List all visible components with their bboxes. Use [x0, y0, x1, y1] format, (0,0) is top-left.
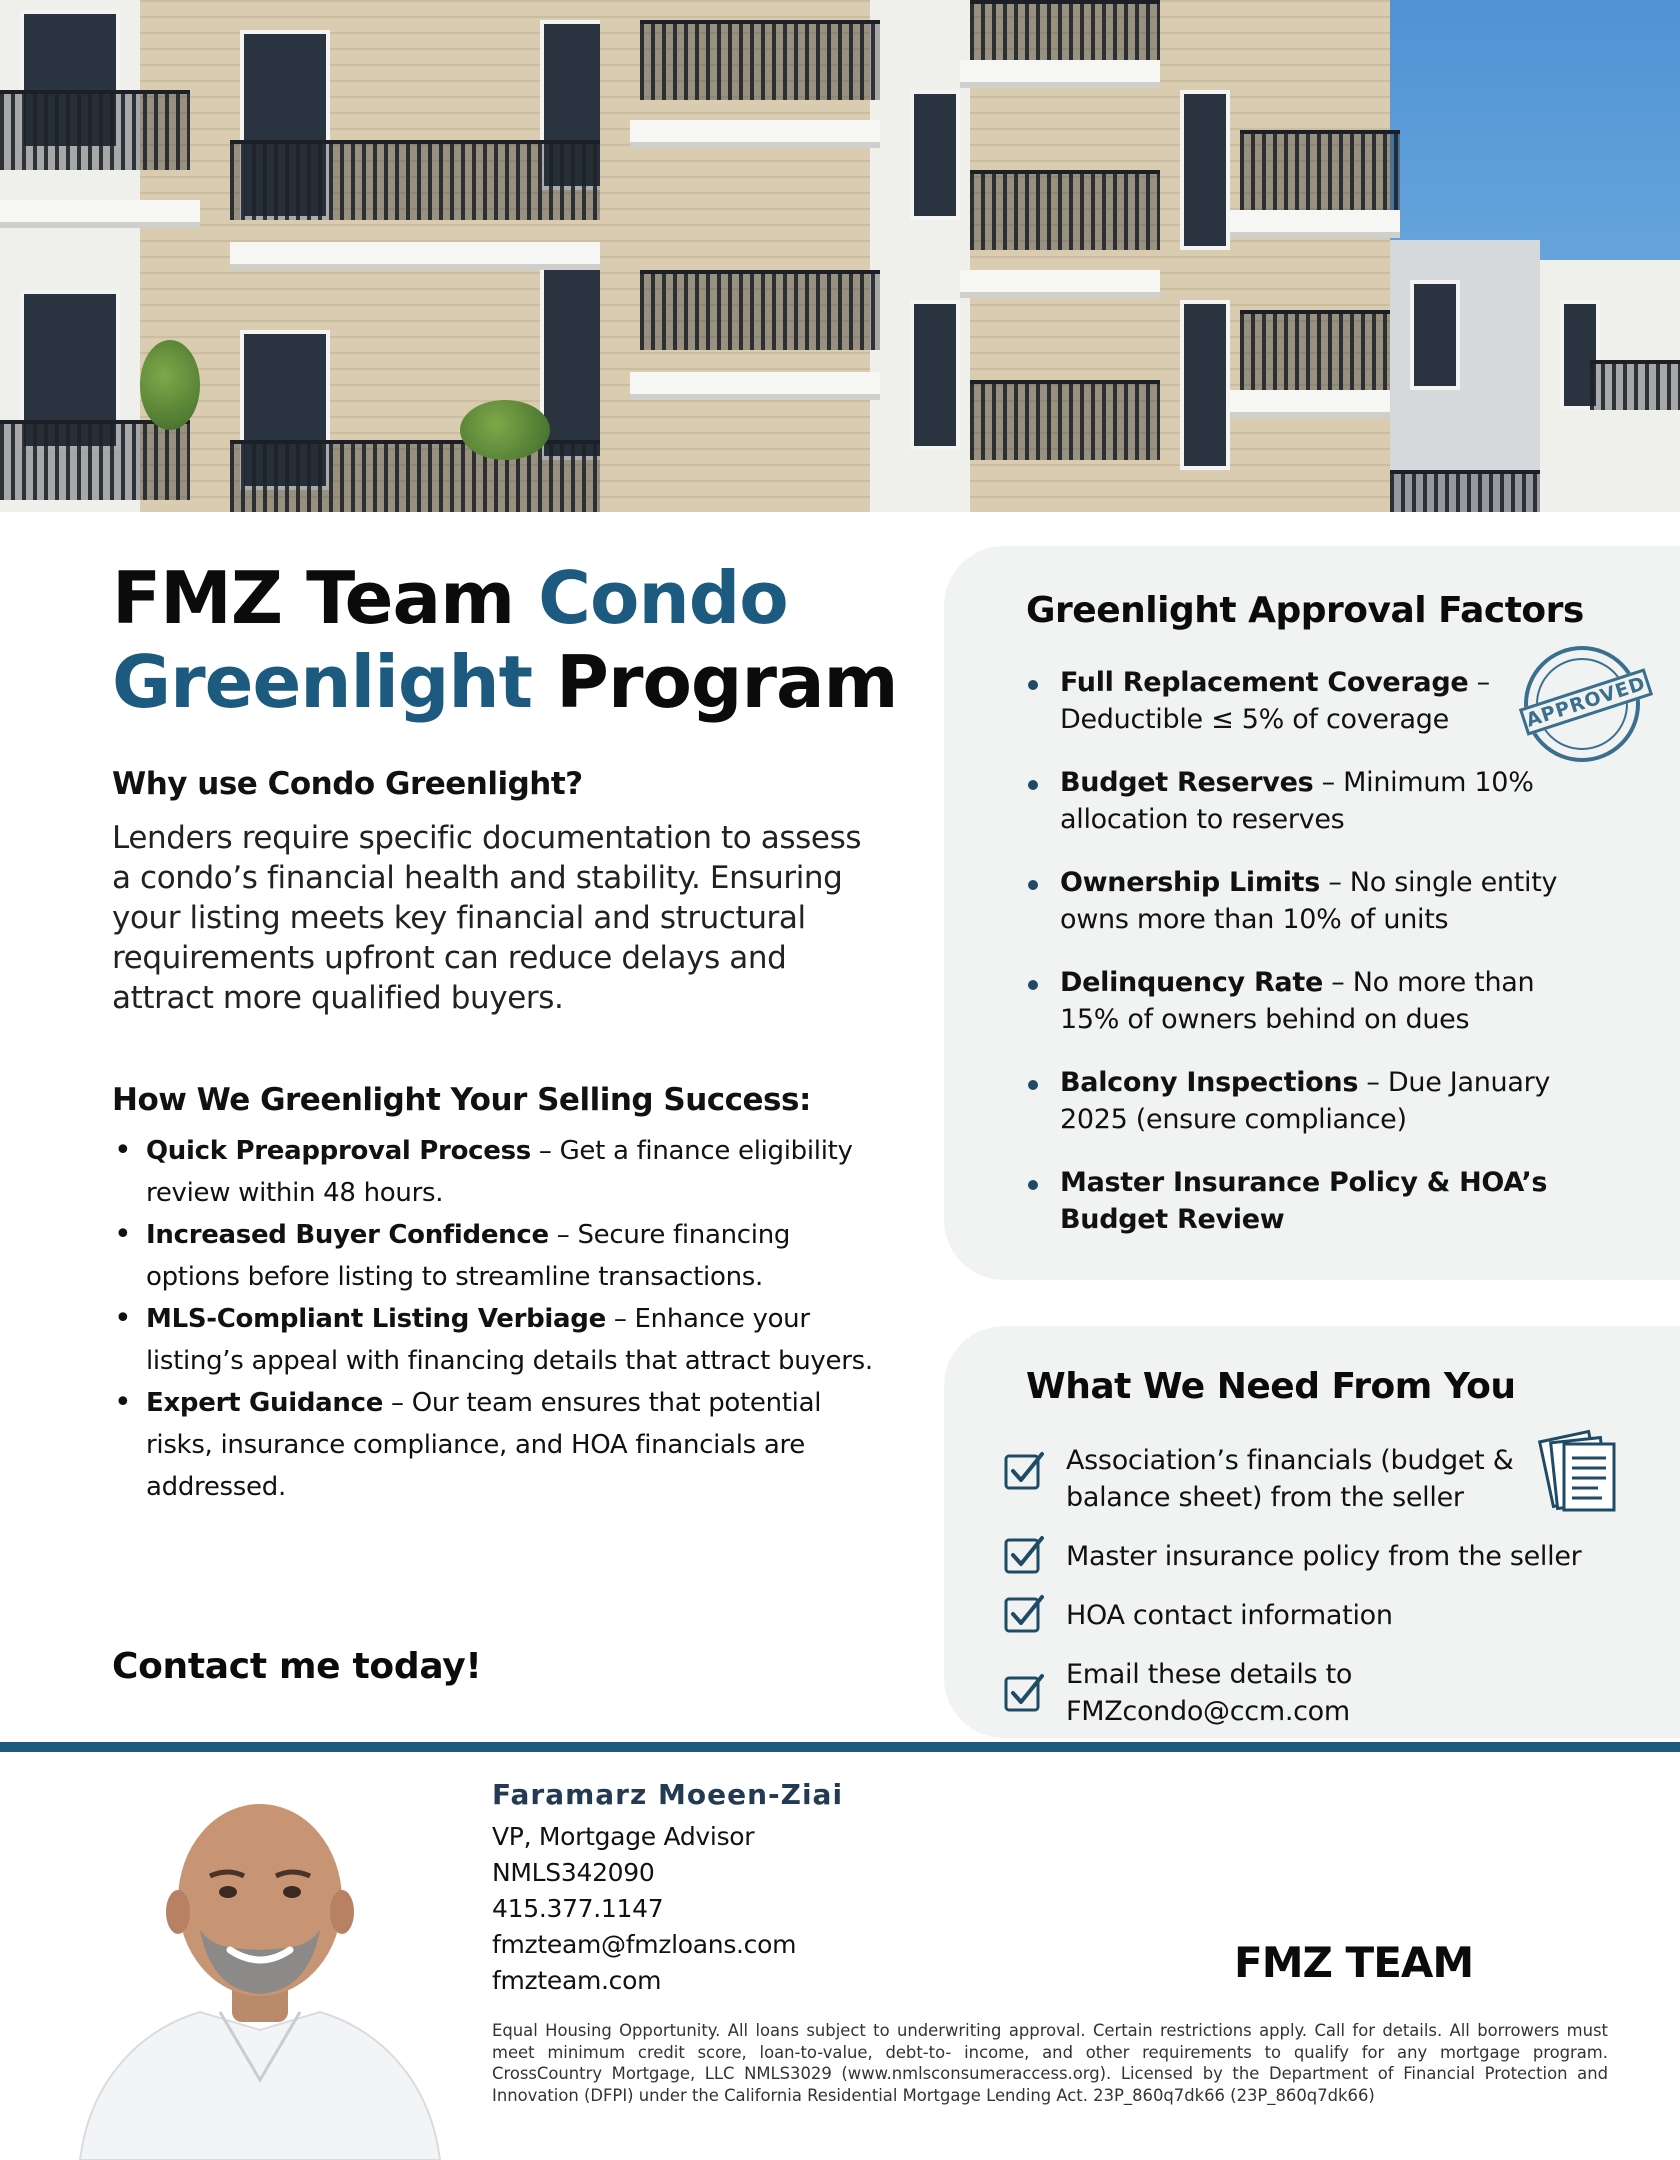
factor-title: Ownership Limits [1060, 867, 1321, 898]
checkbox-checked-icon [1004, 1672, 1044, 1712]
factor-title: Delinquency Rate [1060, 967, 1323, 998]
how-item [112, 1382, 882, 1508]
factor-text: – Deductible ≤ 5% of coverage [1060, 667, 1490, 735]
requirement-item [1004, 1538, 1644, 1575]
approval-factors-list [1026, 664, 1586, 1264]
agent-nmls: NMLS342090 [492, 1858, 655, 1887]
page-title [112, 556, 932, 724]
requirement-item [1004, 1442, 1644, 1516]
agent-website[interactable]: fmzteam.com [492, 1966, 662, 1995]
requirement-text: HOA contact information [1066, 1600, 1393, 1631]
how-item-text: – Secure financing options before listing to streamline transactions. [146, 1220, 791, 1292]
agent-phone[interactable]: 415.377.1147 [492, 1894, 664, 1923]
why-heading: Why use Condo Greenlight? [112, 766, 583, 802]
approved-stamp-text: APPROVED [1519, 668, 1653, 735]
contact-cta: Contact me today! [112, 1646, 482, 1687]
agent-name: Faramarz Moeen-Ziai [492, 1778, 844, 1811]
requirement-text: Association’s financials (budget & balance sheet) from the seller [1066, 1445, 1514, 1513]
checkbox-checked-icon [1004, 1534, 1044, 1574]
hero-photo-apartment-building [0, 0, 1680, 512]
approval-factors-panel [944, 546, 1680, 1280]
factor-title: Full Replacement Coverage [1060, 667, 1469, 698]
how-item-text: – Enhance your listing’s appeal with financing details that attract buyers. [146, 1304, 873, 1376]
brand-logo: FMZ TEAM [1234, 1938, 1474, 1987]
legal-disclaimer: Equal Housing Opportunity. All loans subject to underwriting approval. Certain restrictions apply. Call for details. All borrowers must meet minimum credit score, loan-to-value, debt-to- income, and other requirements to qualify for any mortgage program. CrossCountry Mortgage, LLC NMLS3029 (www.nmlsconsumeraccess.org). Licensed by the Department of Financial Protection and Innovation (DFPI) under the California Residential Mortgage Lending Act. 23P_860q7dk66 (23P_860q7dk66) [492, 2021, 1608, 2105]
how-item-text: – Get a finance eligibility review within 48 hours. [146, 1136, 853, 1208]
requirement-item [1004, 1656, 1644, 1730]
how-item [112, 1130, 882, 1214]
requirement-item [1004, 1597, 1644, 1634]
agent-role: VP, Mortgage Advisor [492, 1822, 755, 1851]
factor-item [1026, 964, 1586, 1038]
requirement-text: Email these details to FMZcondo@ccm.com [1066, 1659, 1353, 1727]
agent-email[interactable]: fmzteam@fmzloans.com [492, 1930, 797, 1959]
how-item-text: – Our team ensures that potential risks, insurance compliance, and HOA financials are addressed. [146, 1388, 822, 1502]
how-heading: How We Greenlight Your Selling Success: [112, 1082, 811, 1118]
requirements-panel [944, 1326, 1680, 1738]
factor-title: Balcony Inspections [1060, 1067, 1359, 1098]
factor-item [1026, 1064, 1586, 1138]
how-list [112, 1130, 882, 1508]
how-item-title: MLS-Compliant Listing Verbiage [146, 1304, 606, 1334]
title-part-4: Program [532, 640, 898, 724]
factor-title: Master Insurance Policy & HOA’s Budget Review [1060, 1167, 1548, 1235]
how-item [112, 1214, 882, 1298]
title-part-3: Greenlight [112, 640, 533, 724]
how-item-title: Increased Buyer Confidence [146, 1220, 549, 1250]
title-part-2: Condo [538, 556, 788, 640]
checkbox-checked-icon [1004, 1593, 1044, 1633]
approval-factors-heading: Greenlight Approval Factors [1026, 590, 1584, 631]
agent-contact-card [492, 1778, 843, 1999]
title-part-1: FMZ Team [112, 556, 539, 640]
factor-title: Budget Reserves [1060, 767, 1314, 798]
how-item [112, 1298, 882, 1382]
factor-text: – No single entity owns more than 10% of units [1060, 867, 1558, 935]
factor-item [1026, 664, 1586, 738]
requirements-list [1004, 1442, 1644, 1752]
checkbox-checked-icon [1004, 1450, 1044, 1490]
factor-item [1026, 764, 1586, 838]
how-item-title: Quick Preapproval Process [146, 1136, 531, 1166]
factor-text: – Due January 2025 (ensure compliance) [1060, 1067, 1551, 1135]
factor-text: – Minimum 10% allocation to reserves [1060, 767, 1534, 835]
why-body: Lenders require specific documentation to assess a condo’s financial health and stability. Ensuring your listing meets key financial and structural requirements upfront can reduce delays and attract more qualified buyers. [112, 820, 862, 1016]
how-item-title: Expert Guidance [146, 1388, 384, 1418]
agent-photo [60, 1780, 460, 2160]
factor-text: – No more than 15% of owners behind on dues [1060, 967, 1535, 1035]
footer-divider [0, 1742, 1680, 1752]
requirements-heading: What We Need From You [1026, 1366, 1516, 1407]
factor-item [1026, 864, 1586, 938]
requirement-text: Master insurance policy from the seller [1066, 1541, 1582, 1572]
factor-item [1026, 1164, 1586, 1238]
